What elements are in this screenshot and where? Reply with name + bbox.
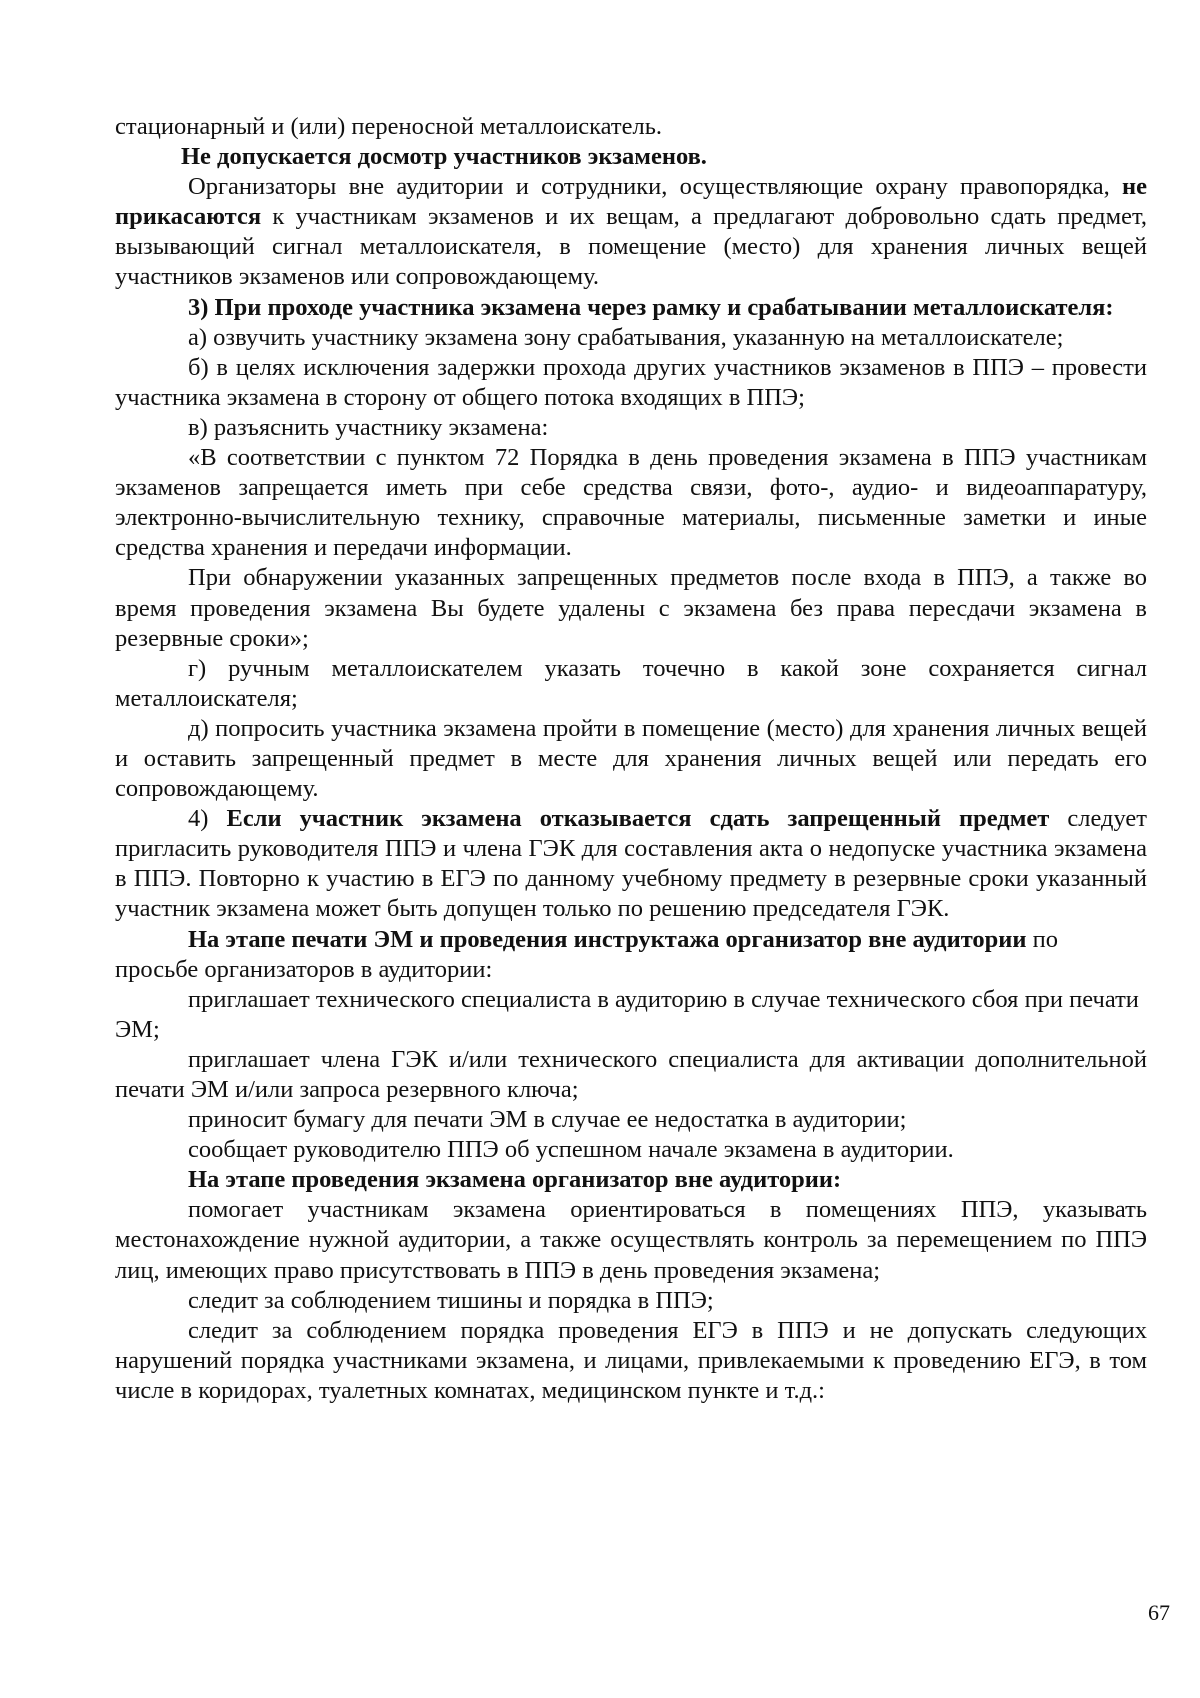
text-segment: а) озвучить участнику экзамена зону срабатывания, указанную на металлоискателе; xyxy=(188,323,1064,351)
paragraph-11 xyxy=(115,714,1147,804)
paragraph-7 xyxy=(115,413,1147,443)
paragraph-3 xyxy=(115,172,1147,292)
text-segment: д) попросить участника экзамена пройти в помещение (место) для хранения личных вещей и оставить запрещенный предмет в месте для хранения личных вещей или передать его сопровождающему. xyxy=(115,714,1147,803)
paragraph-1 xyxy=(115,112,1147,142)
text-segment: При обнаружении указанных запрещенных предметов после входа в ППЭ, а также во время проведения экзамена Вы будете удалены с экзамена без права пересдачи экзамена в резервные сроки»; xyxy=(115,564,1147,652)
paragraph-19 xyxy=(115,1195,1147,1285)
bold-text-segment: 3) При проходе участника экзамена через рамку и срабатывании металлоискателя: xyxy=(188,293,1114,321)
text-segment: приглашает члена ГЭК и/или технического специалиста для активации дополнительной печати ЭМ и/или запроса резервного ключа; xyxy=(115,1045,1147,1103)
text-segment: помогает участникам экзамена ориентироваться в помещениях ППЭ, указывать местонахождение нужной аудитории, а также осуществлять контроль за перемещением по ППЭ лиц, имеющих право присутствовать в ППЭ в день проведения экзамена; xyxy=(115,1196,1147,1284)
paragraph-5 xyxy=(115,323,1147,353)
paragraph-10 xyxy=(115,654,1147,714)
text-segment: по просьбе организаторов в аудитории: xyxy=(115,925,1059,983)
document-page xyxy=(115,112,1147,1406)
paragraph-13 xyxy=(115,925,1147,985)
bold-text-segment: На этапе проведения экзамена организатор вне аудитории: xyxy=(188,1166,842,1194)
paragraph-4 xyxy=(115,293,1147,323)
paragraph-14 xyxy=(115,985,1147,1045)
text-segment: сообщает руководителю ППЭ об успешном начале экзамена в аудитории. xyxy=(188,1136,954,1164)
paragraph-20 xyxy=(115,1286,1147,1316)
paragraph-6 xyxy=(115,353,1147,413)
paragraph-2 xyxy=(115,142,1147,172)
text-segment: 4) xyxy=(188,805,227,833)
bold-text-segment: На этапе печати ЭМ и проведения инструктажа организатор вне аудитории xyxy=(188,925,1027,953)
paragraph-18 xyxy=(115,1165,1147,1195)
paragraph-17 xyxy=(115,1135,1147,1165)
text-segment: к участникам экзаменов и их вещам, а предлагают добровольно сдать предмет, вызывающий сигнал металлоискателя, в помещение (место) для хранения личных вещей участников экзаменов или сопровождающему. xyxy=(115,203,1147,291)
text-segment: б) в целях исключения задержки прохода других участников экзаменов в ППЭ – провести участника экзамена в сторону от общего потока входящих в ППЭ; xyxy=(115,353,1147,411)
bold-text-segment: Если участник экзамена отказывается сдать запрещенный предмет xyxy=(226,805,1050,833)
paragraph-16 xyxy=(115,1105,1147,1135)
paragraph-15 xyxy=(115,1045,1147,1105)
text-segment: следует пригласить руководителя ППЭ и члена ГЭК для составления акта о недопуске участника экзамена в ППЭ. Повторно к участию в ЕГЭ по данному учебному предмету в резервные сроки указанный участник экзамена может быть допущен только по решению председателя ГЭК. xyxy=(115,805,1147,923)
text-segment: следит за соблюдением порядка проведения ЕГЭ в ППЭ и не допускать следующих нарушений порядка участниками экзамена, и лицами, привлекаемыми к проведению ЕГЭ, в том числе в коридорах, туалетных комнатах, медицинском пункте и т.д.: xyxy=(115,1316,1147,1404)
text-segment: Организаторы вне аудитории и сотрудники, осуществляющие охрану правопорядка, xyxy=(188,173,1122,201)
text-segment: г) ручным металлоискателем указать точечно в какой зоне сохраняется сигнал металлоискателя; xyxy=(115,654,1147,712)
text-segment: стационарный и (или) переносной металлоискатель. xyxy=(115,113,662,140)
text-segment: в) разъяснить участнику экзамена: xyxy=(188,413,549,441)
paragraph-9 xyxy=(115,563,1147,653)
paragraph-8 xyxy=(115,443,1147,563)
text-segment: «В соответствии с пунктом 72 Порядка в день проведения экзамена в ППЭ участникам экзаменов запрещается иметь при себе средства связи, фото-, аудио- и видеоаппаратуру, электронно-вычислительную технику, справочные материалы, письменные заметки и иные средства хранения и передачи информации. xyxy=(115,444,1147,562)
text-segment: следит за соблюдением тишины и порядка в ППЭ; xyxy=(188,1286,714,1314)
paragraph-21 xyxy=(115,1316,1147,1406)
bold-text-segment: не прикасаются xyxy=(115,173,1147,231)
paragraph-12 xyxy=(115,804,1147,924)
text-segment: приносит бумагу для печати ЭМ в случае ее недостатка в аудитории; xyxy=(188,1106,907,1134)
page-number: 67 xyxy=(1148,1600,1170,1625)
text-segment: приглашает технического специалиста в аудиторию в случае технического сбоя при печати ЭМ; xyxy=(115,985,1139,1043)
bold-text-segment: Не допускается досмотр участников экзаменов. xyxy=(181,143,707,171)
